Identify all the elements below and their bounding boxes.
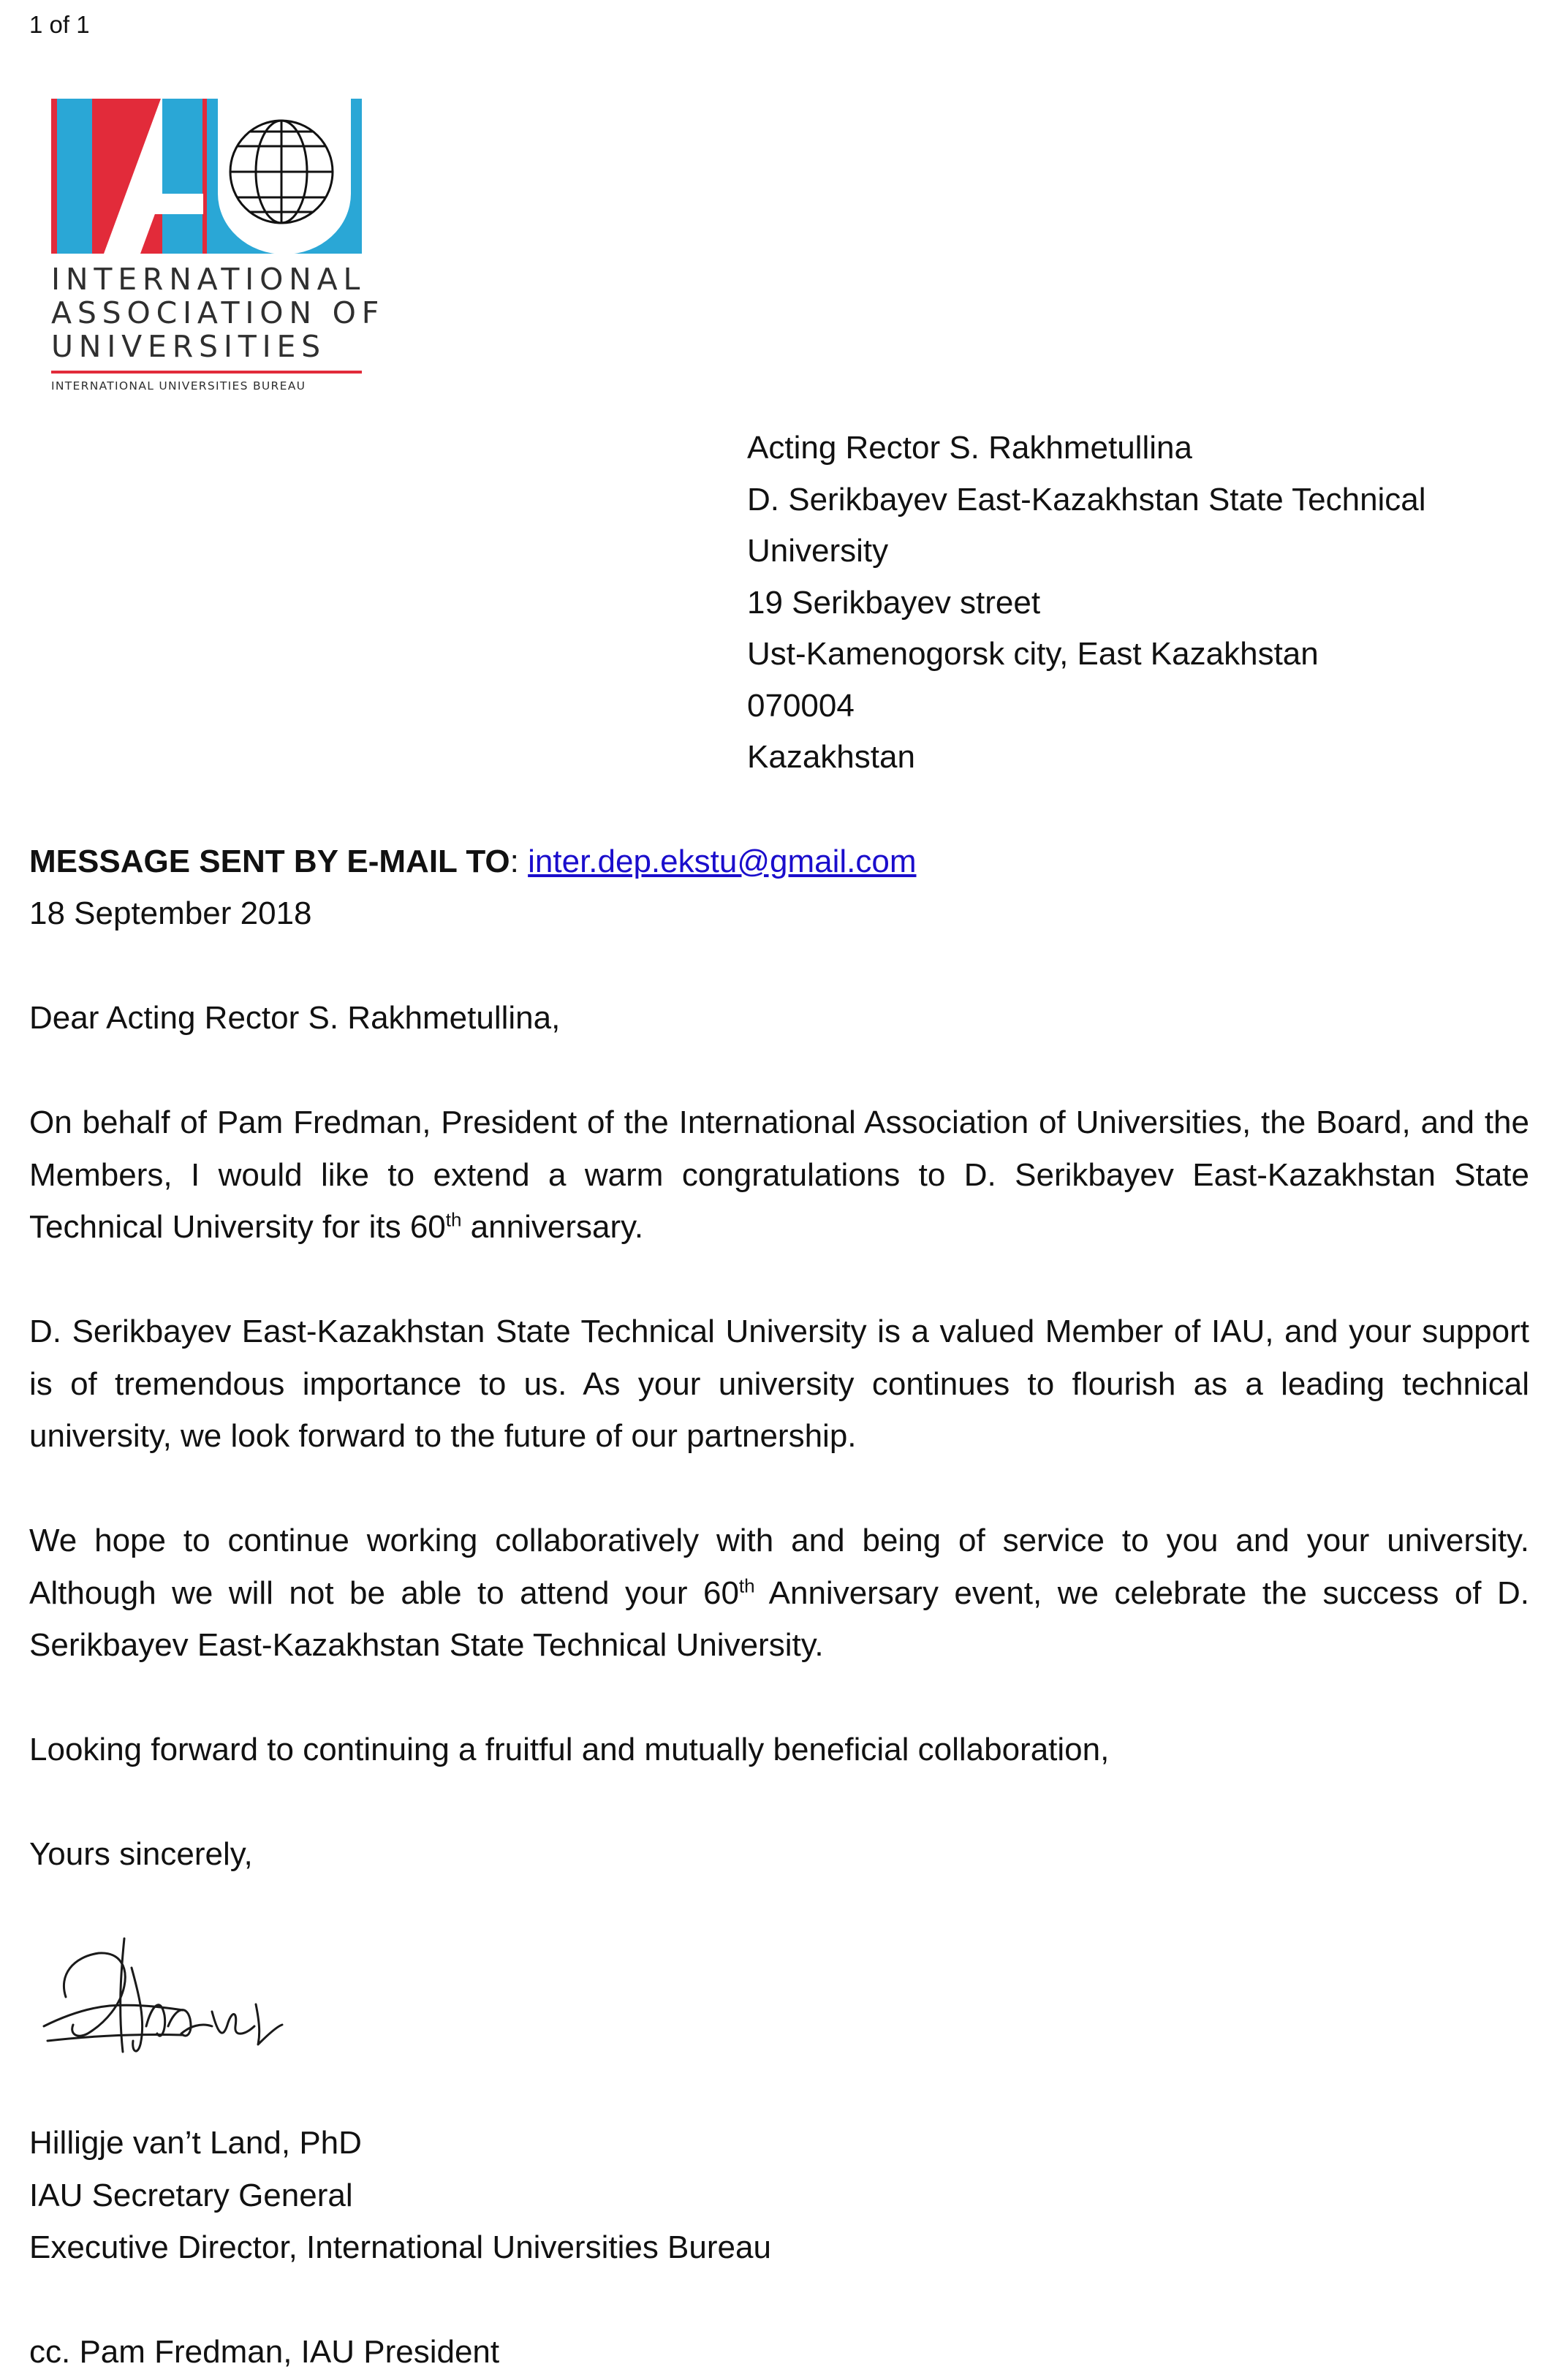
email-header-separator: : <box>510 844 529 879</box>
signer-name: Hilligje van’t Land, PhD <box>29 2125 362 2161</box>
logo-name-line2: ASSOCIATION OF <box>51 295 385 330</box>
paragraph-membership: D. Serikbayev East-Kazakhstan State Technical University is a valued Member of IAU, and your support is of tremendous importance to us. As your university continues to flourish as a leading technical university, we look forward to the future of our partnership. <box>29 1314 1529 1454</box>
recipient-address <box>747 422 1426 784</box>
ordinal-suffix: th <box>738 1574 755 1596</box>
recipient-line: University <box>747 533 889 569</box>
recipient-line: 070004 <box>747 687 855 724</box>
logo-divider <box>51 371 362 374</box>
page-counter: 1 of 1 <box>29 11 90 38</box>
signer-title: IAU Secretary General <box>29 2177 353 2213</box>
paragraph-text: We hope to continue working collaboratively with and being of service to you and your university. Although we will not be able to attend your 60 <box>29 1523 1529 1611</box>
iau-logo-mark <box>51 99 362 254</box>
closing-line: Looking forward to continuing a fruitful and mutually beneficial collaboration, <box>29 1732 1110 1767</box>
email-header <box>29 835 1529 888</box>
email-address-link[interactable]: inter.dep.ekstu@gmail.com <box>528 844 917 879</box>
signer-block <box>29 2117 771 2274</box>
signoff: Yours sincerely, <box>29 1836 253 1872</box>
handwritten-signature <box>37 1924 285 2077</box>
logo-tagline: INTERNATIONAL UNIVERSITIES BUREAU <box>51 379 306 393</box>
recipient-line: Acting Rector S. Rakhmetullina <box>747 430 1192 466</box>
email-header-label: MESSAGE SENT BY E-MAIL TO <box>29 844 510 879</box>
letter-date: 18 September 2018 <box>29 895 312 931</box>
recipient-line: 19 Serikbayev street <box>747 584 1041 621</box>
logo-name-line1: INTERNATIONAL <box>51 262 366 297</box>
salutation: Dear Acting Rector S. Rakhmetullina, <box>29 1000 561 1036</box>
logo-name-line3: UNIVERSITIES <box>51 329 326 364</box>
iau-logo <box>51 99 385 406</box>
recipient-line: D. Serikbayev East-Kazakhstan State Technical <box>747 481 1426 518</box>
cc-line: cc. Pam Fredman, IAU President <box>29 2334 500 2370</box>
paragraph-text: Anniversary event, we celebrate the success of D. Serikbayev East-Kazakhstan State Technical University. <box>29 1574 1529 1663</box>
paragraph-text: On behalf of Pam Fredman, President of the International Association of Universities, the Board, and the Members, I would like to extend a warm congratulations to D. Serikbayev East-Kazakhstan State Technical University for its 60 <box>29 1104 1529 1245</box>
paragraph-congratulations <box>29 1096 1529 1254</box>
recipient-line: Kazakhstan <box>747 739 915 775</box>
signer-title: Executive Director, International Universities Bureau <box>29 2229 771 2265</box>
recipient-line: Ust-Kamenogorsk city, East Kazakhstan <box>747 636 1319 672</box>
paragraph-anniversary <box>29 1515 1529 1672</box>
paragraph-text: anniversary. <box>461 1209 644 1245</box>
ordinal-suffix: th <box>445 1208 462 1231</box>
